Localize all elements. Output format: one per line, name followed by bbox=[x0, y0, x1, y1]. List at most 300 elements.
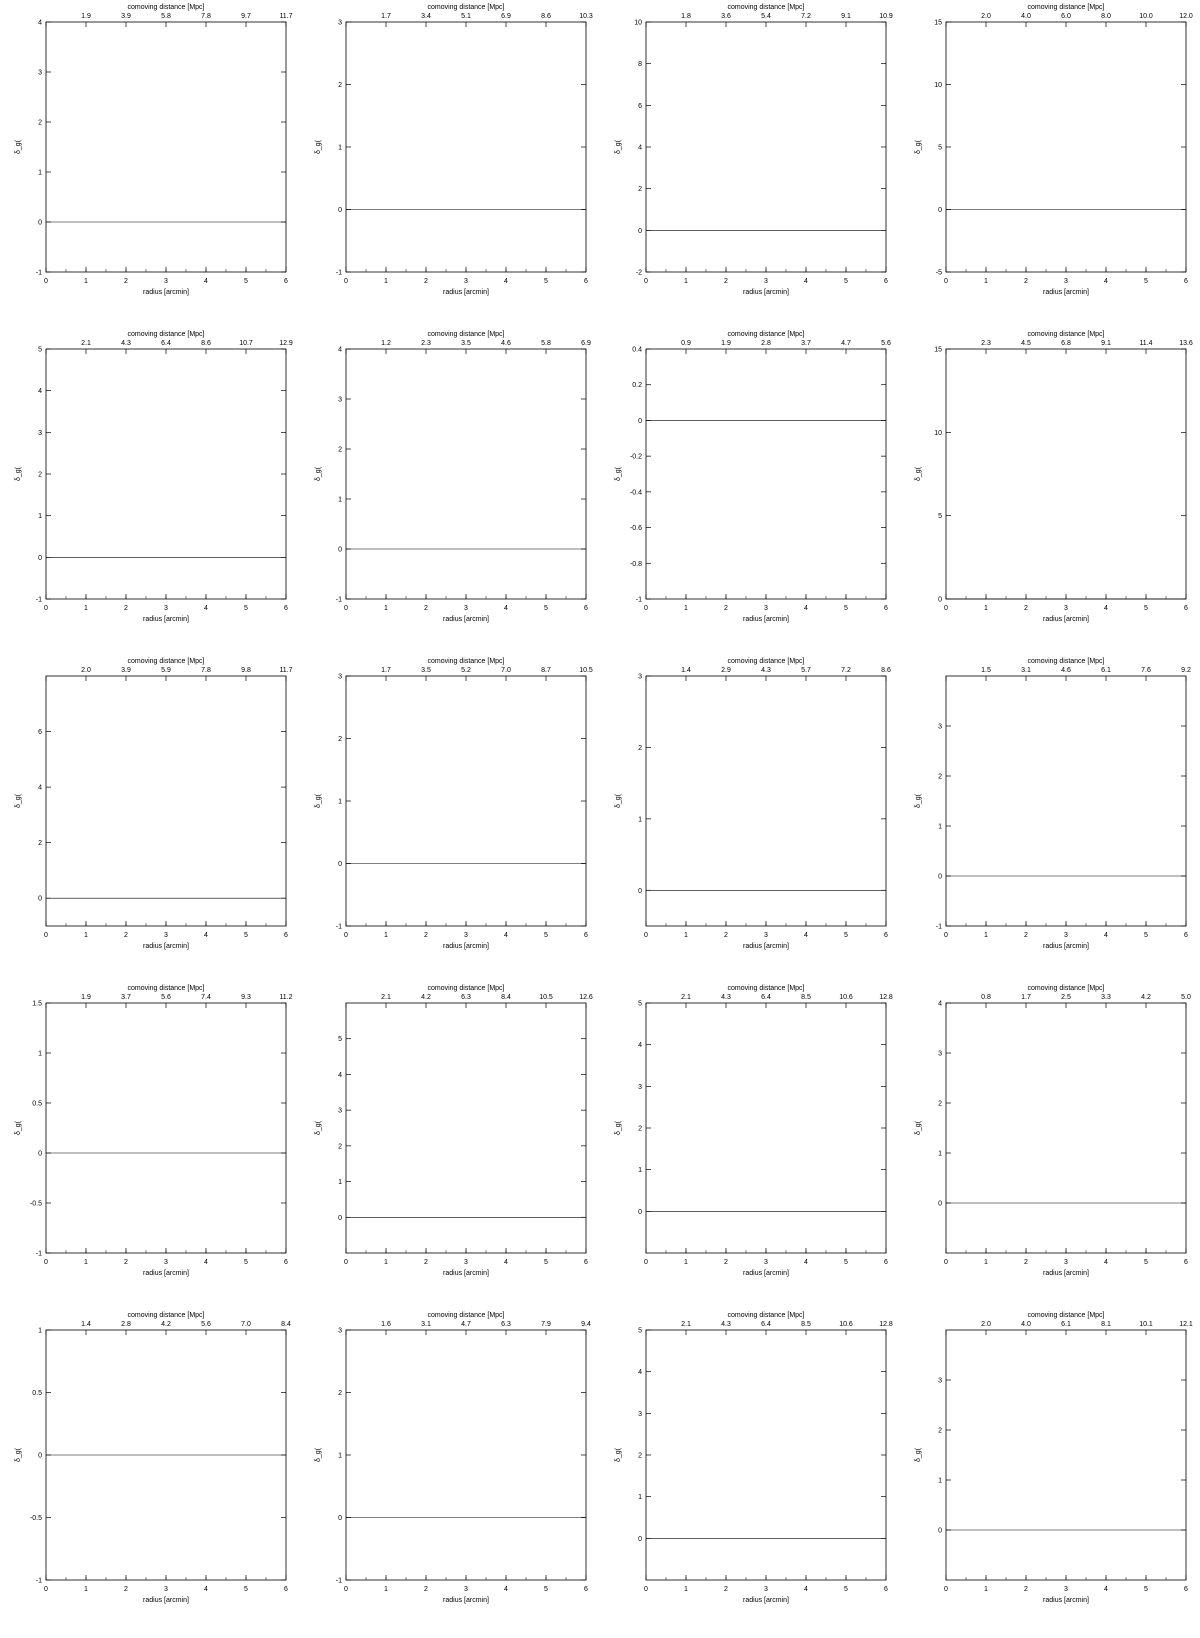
y-tick-label: 5 bbox=[638, 1327, 642, 1335]
x-tick-label: 5 bbox=[844, 1259, 848, 1266]
top-tick-label: 8.0 bbox=[1101, 13, 1111, 20]
chart-svg bbox=[900, 327, 1200, 654]
top-tick-label: 13.6 bbox=[1179, 340, 1193, 347]
top-tick-label: 8.6 bbox=[881, 667, 891, 674]
plot-frame bbox=[46, 1003, 286, 1253]
top-tick-label: 2.3 bbox=[981, 340, 991, 347]
top-tick-label: 4.2 bbox=[161, 1321, 171, 1328]
x-tick-label: 6 bbox=[584, 932, 588, 939]
top-tick-label: 6.9 bbox=[581, 340, 591, 347]
y-axis-label: δ_g( bbox=[915, 1447, 922, 1463]
x-tick-label: 0 bbox=[944, 1259, 948, 1266]
top-tick-label: 11.4 bbox=[1139, 340, 1153, 347]
x-tick-label: 2 bbox=[124, 605, 128, 612]
top-tick-label: 6.8 bbox=[1061, 340, 1071, 347]
y-tick-label: 1 bbox=[338, 1179, 342, 1187]
top-tick-label: 8.5 bbox=[801, 994, 811, 1001]
chart-panel bbox=[300, 654, 600, 981]
x-tick-label: 5 bbox=[1144, 1586, 1148, 1593]
y-tick-label: 0 bbox=[638, 1208, 642, 1216]
y-tick-label: 3 bbox=[338, 19, 342, 27]
y-tick-label: 1.5 bbox=[32, 1000, 42, 1008]
y-tick-label: -0.4 bbox=[629, 489, 642, 497]
top-tick-label: 9.8 bbox=[241, 667, 251, 674]
x-tick-label: 1 bbox=[684, 1259, 688, 1266]
y-tick-label: 1 bbox=[38, 169, 42, 177]
top-tick-label: 7.8 bbox=[201, 13, 211, 20]
y-tick-label: 1 bbox=[338, 1452, 342, 1460]
x-tick-label: 6 bbox=[284, 1259, 288, 1266]
top-axis-label: comoving distance [Mpc] bbox=[127, 331, 205, 338]
x-tick-label: 4 bbox=[204, 605, 208, 612]
top-tick-label: 12.9 bbox=[279, 340, 293, 347]
x-tick-label: 3 bbox=[164, 605, 168, 612]
x-tick-label: 0 bbox=[44, 932, 48, 939]
x-tick-label: 0 bbox=[344, 1586, 348, 1593]
y-tick-label: 2 bbox=[638, 186, 642, 194]
top-tick-label: 1.4 bbox=[681, 667, 691, 674]
y-axis-label: δ_g( bbox=[915, 466, 922, 482]
y-tick-label: 0.5 bbox=[32, 1100, 42, 1108]
y-tick-label: 5 bbox=[638, 1000, 642, 1008]
y-tick-label: 0.2 bbox=[632, 382, 642, 390]
top-tick-label: 4.7 bbox=[461, 1321, 471, 1328]
y-axis-label: δ_g( bbox=[15, 139, 22, 155]
top-tick-label: 5.1 bbox=[461, 13, 471, 20]
top-axis-label: comoving distance [Mpc] bbox=[427, 331, 505, 338]
y-tick-label: 2 bbox=[338, 446, 342, 454]
x-tick-label: 4 bbox=[204, 1586, 208, 1593]
top-tick-label: 6.4 bbox=[761, 994, 771, 1001]
y-axis-label: δ_g( bbox=[615, 1120, 622, 1136]
x-axis-label: radius [arcmin] bbox=[443, 1270, 489, 1277]
top-tick-label: 6.1 bbox=[1101, 667, 1111, 674]
x-tick-label: 5 bbox=[1144, 932, 1148, 939]
y-tick-label: -2 bbox=[635, 269, 642, 277]
x-tick-label: 2 bbox=[424, 1259, 428, 1266]
top-tick-label: 10.5 bbox=[579, 667, 593, 674]
top-axis-label: comoving distance [Mpc] bbox=[427, 4, 505, 11]
y-axis-label: δ_g( bbox=[615, 139, 622, 155]
x-tick-label: 5 bbox=[544, 932, 548, 939]
top-tick-label: 7.0 bbox=[241, 1321, 251, 1328]
x-tick-label: 1 bbox=[984, 932, 988, 939]
top-tick-label: 10.0 bbox=[1139, 13, 1153, 20]
top-tick-label: 1.9 bbox=[81, 994, 91, 1001]
x-tick-label: 1 bbox=[684, 932, 688, 939]
x-axis-label: radius [arcmin] bbox=[443, 943, 489, 950]
x-tick-label: 5 bbox=[544, 278, 548, 285]
y-tick-label: -0.5 bbox=[29, 1200, 42, 1208]
y-tick-label: 0 bbox=[38, 554, 42, 562]
x-tick-label: 0 bbox=[644, 278, 648, 285]
top-tick-label: 1.7 bbox=[381, 667, 391, 674]
top-tick-label: 3.7 bbox=[801, 340, 811, 347]
chart-panel bbox=[0, 327, 300, 654]
x-tick-label: 4 bbox=[504, 605, 508, 612]
top-tick-label: 8.6 bbox=[201, 340, 211, 347]
y-axis-label: δ_g( bbox=[315, 1447, 322, 1463]
chart-svg bbox=[600, 981, 900, 1308]
top-tick-label: 12.0 bbox=[1179, 13, 1193, 20]
top-axis-label: comoving distance [Mpc] bbox=[127, 4, 205, 11]
x-tick-label: 0 bbox=[944, 605, 948, 612]
y-axis-label: δ_g( bbox=[615, 466, 622, 482]
top-axis-label: comoving distance [Mpc] bbox=[1027, 4, 1105, 11]
top-axis-label: comoving distance [Mpc] bbox=[727, 4, 805, 11]
y-tick-label: 0 bbox=[938, 1200, 942, 1208]
top-tick-label: 10.7 bbox=[239, 340, 253, 347]
chart-svg bbox=[900, 0, 1200, 327]
y-tick-label: 0 bbox=[338, 861, 342, 868]
x-tick-label: 0 bbox=[644, 1586, 648, 1593]
x-tick-label: 3 bbox=[764, 932, 768, 939]
top-axis-label: comoving distance [Mpc] bbox=[427, 658, 505, 665]
top-axis-label: comoving distance [Mpc] bbox=[727, 658, 805, 665]
x-tick-label: 2 bbox=[1024, 932, 1028, 939]
x-tick-label: 1 bbox=[984, 1586, 988, 1593]
x-tick-label: 5 bbox=[244, 932, 248, 939]
x-axis-label: radius [arcmin] bbox=[443, 289, 489, 296]
top-tick-label: 11.7 bbox=[279, 13, 293, 20]
x-axis-label: radius [arcmin] bbox=[443, 1597, 489, 1604]
y-tick-label: 6 bbox=[638, 102, 642, 110]
y-tick-label: 8 bbox=[638, 61, 642, 69]
y-axis-label: δ_g( bbox=[15, 1447, 22, 1463]
top-tick-label: 2.0 bbox=[981, 13, 991, 20]
x-tick-label: 6 bbox=[884, 932, 888, 939]
y-tick-label: 5 bbox=[338, 1036, 342, 1044]
x-tick-label: 6 bbox=[1184, 605, 1188, 612]
y-tick-label: -1 bbox=[35, 1250, 42, 1258]
x-tick-label: 2 bbox=[124, 932, 128, 939]
y-tick-label: 4 bbox=[638, 1042, 642, 1050]
top-tick-label: 6.4 bbox=[161, 340, 171, 347]
top-axis-label: comoving distance [Mpc] bbox=[1027, 985, 1105, 992]
y-tick-label: 2 bbox=[338, 736, 342, 743]
x-tick-label: 4 bbox=[1104, 605, 1108, 612]
x-tick-label: 2 bbox=[424, 1586, 428, 1593]
y-tick-label: 4 bbox=[938, 1000, 942, 1008]
x-tick-label: 2 bbox=[424, 278, 428, 285]
top-axis-label: comoving distance [Mpc] bbox=[727, 1312, 805, 1319]
chart-svg bbox=[900, 654, 1200, 981]
x-tick-label: 6 bbox=[284, 1586, 288, 1593]
top-tick-label: 10.5 bbox=[539, 994, 553, 1001]
x-tick-label: 3 bbox=[1064, 1586, 1068, 1593]
y-tick-label: -1 bbox=[635, 596, 642, 604]
x-tick-label: 4 bbox=[804, 932, 808, 939]
x-tick-label: 4 bbox=[504, 1259, 508, 1266]
y-tick-label: 0 bbox=[338, 1214, 342, 1222]
x-tick-label: 6 bbox=[884, 1586, 888, 1593]
x-tick-label: 1 bbox=[684, 278, 688, 285]
top-tick-label: 6.0 bbox=[1061, 13, 1071, 20]
y-tick-label: 0 bbox=[638, 227, 642, 235]
x-tick-label: 6 bbox=[1184, 1259, 1188, 1266]
top-axis-label: comoving distance [Mpc] bbox=[427, 1312, 505, 1319]
top-tick-label: 5.7 bbox=[801, 667, 811, 674]
x-axis-label: radius [arcmin] bbox=[743, 1597, 789, 1604]
y-axis-label: δ_g( bbox=[915, 1120, 922, 1136]
x-tick-label: 1 bbox=[84, 1586, 88, 1593]
x-tick-label: 1 bbox=[84, 278, 88, 285]
top-tick-label: 3.4 bbox=[421, 13, 431, 20]
top-tick-label: 5.6 bbox=[161, 994, 171, 1001]
y-tick-label: 3 bbox=[338, 673, 342, 681]
top-tick-label: 7.6 bbox=[1141, 667, 1151, 674]
plot-frame bbox=[646, 1003, 886, 1253]
y-tick-label: -0.6 bbox=[629, 525, 642, 533]
x-tick-label: 4 bbox=[204, 932, 208, 939]
chart-svg bbox=[0, 327, 300, 654]
chart-panel bbox=[600, 327, 900, 654]
plot-frame bbox=[646, 1330, 886, 1580]
top-tick-label: 4.6 bbox=[1061, 667, 1071, 674]
y-axis-label: δ_g( bbox=[315, 466, 322, 482]
x-tick-label: 1 bbox=[384, 932, 388, 939]
plot-frame bbox=[46, 349, 286, 599]
y-tick-label: 0 bbox=[38, 1452, 42, 1460]
x-tick-label: 3 bbox=[164, 1586, 168, 1593]
x-tick-label: 5 bbox=[1144, 1259, 1148, 1266]
y-tick-label: 3 bbox=[38, 69, 42, 77]
y-tick-label: 4 bbox=[38, 19, 42, 27]
top-tick-label: 10.6 bbox=[839, 1321, 853, 1328]
x-tick-label: 6 bbox=[584, 1586, 588, 1593]
chart-panel bbox=[300, 0, 600, 327]
top-axis-label: comoving distance [Mpc] bbox=[1027, 331, 1105, 338]
top-axis-label: comoving distance [Mpc] bbox=[127, 985, 205, 992]
x-tick-label: 2 bbox=[1024, 278, 1028, 285]
y-tick-label: 2 bbox=[38, 119, 42, 127]
y-tick-label: 4 bbox=[38, 784, 42, 792]
y-axis-label: δ_g( bbox=[315, 1120, 322, 1136]
top-tick-label: 1.8 bbox=[681, 13, 691, 20]
x-tick-label: 4 bbox=[1104, 1586, 1108, 1593]
y-tick-label: 2 bbox=[638, 744, 642, 752]
y-tick-label: -1 bbox=[35, 269, 42, 277]
y-tick-label: -1 bbox=[335, 923, 342, 931]
x-tick-label: 1 bbox=[984, 278, 988, 285]
top-tick-label: 0.9 bbox=[681, 340, 691, 347]
x-axis-label: radius [arcmin] bbox=[143, 1597, 189, 1604]
x-tick-label: 0 bbox=[344, 932, 348, 939]
x-axis-label: radius [arcmin] bbox=[1043, 1270, 1089, 1277]
y-tick-label: -0.5 bbox=[29, 1515, 42, 1522]
x-tick-label: 3 bbox=[164, 278, 168, 285]
y-tick-label: 4 bbox=[338, 346, 342, 354]
top-tick-label: 0.8 bbox=[981, 994, 991, 1001]
x-tick-label: 1 bbox=[684, 605, 688, 612]
plot-frame bbox=[946, 22, 1186, 272]
y-tick-label: 0 bbox=[938, 873, 942, 881]
chart-panel bbox=[900, 1308, 1200, 1635]
plot-frame bbox=[646, 349, 886, 599]
top-tick-label: 9.3 bbox=[241, 994, 251, 1001]
top-tick-label: 8.4 bbox=[501, 994, 511, 1001]
x-tick-label: 5 bbox=[244, 278, 248, 285]
x-tick-label: 0 bbox=[944, 1586, 948, 1593]
top-axis-label: comoving distance [Mpc] bbox=[727, 985, 805, 992]
top-tick-label: 4.2 bbox=[1141, 994, 1151, 1001]
y-tick-label: 1 bbox=[938, 1477, 942, 1485]
x-tick-label: 2 bbox=[724, 278, 728, 285]
y-tick-label: 0 bbox=[338, 546, 342, 554]
chart-panel bbox=[300, 981, 600, 1308]
x-tick-label: 1 bbox=[384, 278, 388, 285]
top-tick-label: 12.6 bbox=[579, 994, 593, 1001]
x-tick-label: 3 bbox=[164, 932, 168, 939]
x-tick-label: 6 bbox=[584, 278, 588, 285]
plot-frame bbox=[946, 1330, 1186, 1580]
y-tick-label: 0 bbox=[938, 1527, 942, 1535]
y-tick-label: 2 bbox=[638, 1452, 642, 1460]
top-tick-label: 3.1 bbox=[421, 1321, 431, 1328]
x-axis-label: radius [arcmin] bbox=[743, 943, 789, 950]
top-tick-label: 5.6 bbox=[201, 1321, 211, 1328]
x-tick-label: 2 bbox=[724, 1586, 728, 1593]
y-tick-label: 0 bbox=[638, 417, 642, 425]
y-tick-label: 3 bbox=[638, 673, 642, 681]
x-tick-label: 6 bbox=[584, 605, 588, 612]
x-tick-label: 4 bbox=[1104, 1259, 1108, 1266]
top-tick-label: 3.6 bbox=[721, 13, 731, 20]
plot-frame bbox=[646, 22, 886, 272]
top-tick-label: 2.9 bbox=[721, 667, 731, 674]
x-axis-label: radius [arcmin] bbox=[1043, 943, 1089, 950]
y-tick-label: 1 bbox=[938, 1150, 942, 1158]
top-tick-label: 3.9 bbox=[121, 667, 131, 674]
top-tick-label: 6.9 bbox=[501, 13, 511, 20]
x-tick-label: 2 bbox=[1024, 1586, 1028, 1593]
y-tick-label: 1 bbox=[638, 1494, 642, 1502]
y-tick-label: 4 bbox=[38, 388, 42, 396]
y-tick-label: -0.2 bbox=[629, 453, 642, 461]
top-tick-label: 4.0 bbox=[1021, 13, 1031, 20]
x-axis-label: radius [arcmin] bbox=[143, 1270, 189, 1277]
x-tick-label: 6 bbox=[1184, 278, 1188, 285]
chart-svg bbox=[0, 0, 300, 327]
y-tick-label: 0 bbox=[638, 1535, 642, 1543]
x-tick-label: 5 bbox=[244, 605, 248, 612]
x-tick-label: 1 bbox=[384, 1259, 388, 1266]
y-tick-label: 4 bbox=[638, 144, 642, 152]
x-tick-label: 3 bbox=[464, 1586, 468, 1593]
y-tick-label: 10 bbox=[634, 19, 642, 27]
y-tick-label: -5 bbox=[935, 269, 942, 277]
plot-frame bbox=[646, 676, 886, 926]
chart-panel bbox=[0, 1308, 300, 1635]
x-tick-label: 4 bbox=[804, 1586, 808, 1593]
x-tick-label: 3 bbox=[1064, 1259, 1068, 1266]
y-axis-label: δ_g( bbox=[15, 466, 22, 482]
plot-frame bbox=[346, 1330, 586, 1580]
chart-panel bbox=[600, 654, 900, 981]
top-tick-label: 8.4 bbox=[281, 1321, 291, 1328]
x-tick-label: 2 bbox=[724, 932, 728, 939]
x-tick-label: 1 bbox=[384, 1586, 388, 1593]
x-tick-label: 4 bbox=[204, 1259, 208, 1266]
y-tick-label: 0 bbox=[938, 207, 942, 214]
top-tick-label: 2.3 bbox=[421, 340, 431, 347]
top-tick-label: 4.6 bbox=[501, 340, 511, 347]
y-tick-label: 0 bbox=[938, 596, 942, 604]
y-tick-label: 3 bbox=[338, 1107, 342, 1115]
y-tick-label: 3 bbox=[638, 1083, 642, 1091]
x-tick-label: 4 bbox=[504, 932, 508, 939]
top-tick-label: 2.8 bbox=[121, 1321, 131, 1328]
chart-panel bbox=[0, 0, 300, 327]
top-tick-label: 2.1 bbox=[81, 340, 91, 347]
chart-svg bbox=[0, 1308, 300, 1635]
y-tick-label: 3 bbox=[338, 396, 342, 404]
top-tick-label: 5.8 bbox=[541, 340, 551, 347]
top-tick-label: 4.3 bbox=[761, 667, 771, 674]
top-tick-label: 4.0 bbox=[1021, 1321, 1031, 1328]
x-tick-label: 1 bbox=[384, 605, 388, 612]
top-tick-label: 6.3 bbox=[501, 1321, 511, 1328]
y-tick-label: 0.5 bbox=[32, 1390, 42, 1397]
chart-panel bbox=[600, 1308, 900, 1635]
top-tick-label: 7.4 bbox=[201, 994, 211, 1001]
x-tick-label: 6 bbox=[284, 605, 288, 612]
x-axis-label: radius [arcmin] bbox=[443, 616, 489, 623]
plot-frame bbox=[946, 1003, 1186, 1253]
y-tick-label: -1 bbox=[35, 1577, 42, 1585]
top-axis-label: comoving distance [Mpc] bbox=[1027, 1312, 1105, 1319]
top-tick-label: 3.9 bbox=[121, 13, 131, 20]
top-tick-label: 10.1 bbox=[1139, 1321, 1153, 1328]
x-tick-label: 6 bbox=[884, 278, 888, 285]
x-tick-label: 3 bbox=[764, 1586, 768, 1593]
y-tick-label: 3 bbox=[938, 1050, 942, 1058]
chart-panel bbox=[900, 654, 1200, 981]
x-axis-label: radius [arcmin] bbox=[743, 1270, 789, 1277]
chart-svg bbox=[600, 1308, 900, 1635]
y-axis-label: δ_g( bbox=[915, 139, 922, 155]
x-tick-label: 3 bbox=[464, 1259, 468, 1266]
top-tick-label: 12.1 bbox=[1179, 1321, 1193, 1328]
x-axis-label: radius [arcmin] bbox=[1043, 616, 1089, 623]
x-tick-label: 1 bbox=[84, 932, 88, 939]
plot-frame bbox=[946, 676, 1186, 926]
chart-svg bbox=[600, 327, 900, 654]
x-tick-label: 4 bbox=[804, 605, 808, 612]
top-tick-label: 3.1 bbox=[1021, 667, 1031, 674]
y-axis-label: δ_g( bbox=[315, 139, 322, 155]
chart-svg bbox=[0, 981, 300, 1308]
y-tick-label: -0.8 bbox=[629, 560, 642, 568]
y-tick-label: 2 bbox=[938, 773, 942, 781]
x-tick-label: 2 bbox=[124, 1259, 128, 1266]
x-tick-label: 3 bbox=[764, 1259, 768, 1266]
top-axis-label: comoving distance [Mpc] bbox=[127, 658, 205, 665]
y-tick-label: 1 bbox=[938, 823, 942, 831]
chart-svg bbox=[300, 654, 600, 981]
plot-frame bbox=[346, 676, 586, 926]
x-tick-label: 0 bbox=[344, 605, 348, 612]
chart-panel bbox=[300, 327, 600, 654]
top-tick-label: 7.8 bbox=[201, 667, 211, 674]
top-tick-label: 3.3 bbox=[1101, 994, 1111, 1001]
y-tick-label: 0 bbox=[38, 219, 42, 227]
x-tick-label: 0 bbox=[44, 1586, 48, 1593]
y-axis-label: δ_g( bbox=[615, 793, 622, 809]
y-tick-label: 0 bbox=[38, 1150, 42, 1158]
y-tick-label: 5 bbox=[938, 144, 942, 152]
top-tick-label: 5.8 bbox=[161, 13, 171, 20]
